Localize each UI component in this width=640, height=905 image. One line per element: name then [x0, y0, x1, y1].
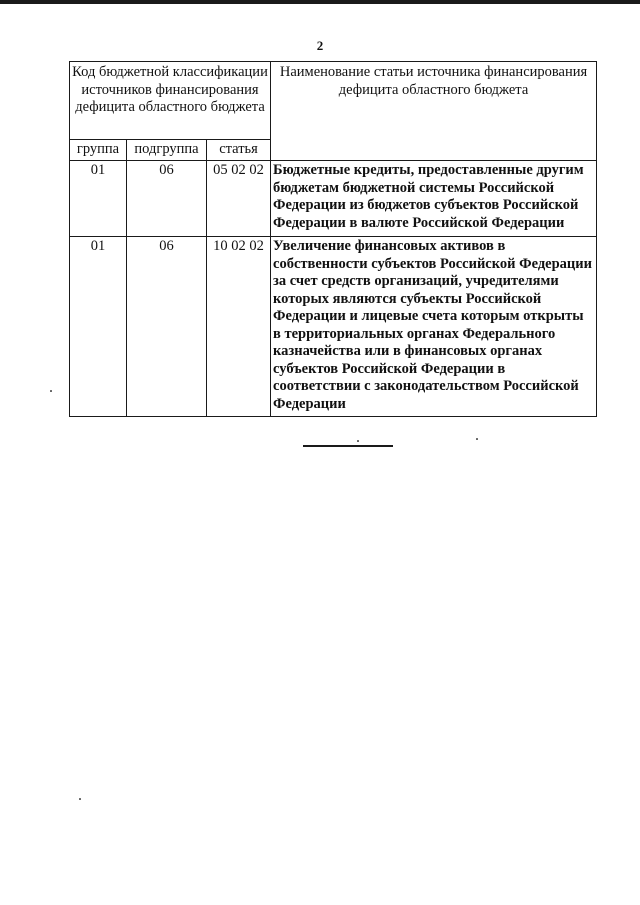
scan-speck	[476, 438, 478, 440]
subheader-group: группа	[70, 140, 127, 161]
row-subgroup-code: 06	[127, 237, 207, 417]
scan-speck	[357, 440, 359, 442]
row-item-name: Бюджетные кредиты, предоставленные другим бюджетам бюджетной системы Российской Федерации из бюджетов субъектов Российской Федерации в валюте Российской Федерации	[271, 161, 597, 237]
subheader-article: статья	[207, 140, 271, 161]
table-row	[70, 237, 597, 417]
closing-horizontal-rule	[303, 445, 393, 447]
budget-classification-table	[69, 61, 597, 417]
subheader-subgroup: подгруппа	[127, 140, 207, 161]
scan-speck	[79, 798, 81, 800]
row-group-code: 01	[70, 161, 127, 237]
scan-speck	[50, 390, 52, 392]
row-article-code: 10 02 02	[207, 237, 271, 417]
row-article-code: 05 02 02	[207, 161, 271, 237]
header-item-name: Наименование статьи источника финансирования дефицита областного бюджета	[271, 62, 597, 161]
page-number: 2	[316, 38, 324, 53]
row-group-code: 01	[70, 237, 127, 417]
row-subgroup-code: 06	[127, 161, 207, 237]
table-header-row	[70, 62, 597, 140]
scan-top-border	[0, 0, 640, 4]
header-code-classification: Код бюджетной классификации источников финансирования дефицита областного бюджета	[70, 62, 271, 140]
row-item-name: Увеличение финансовых активов в собственности субъектов Российской Федерации за счет средств организаций, учредителями которых являются субъекты Российской Федерации и лицевые счета которым открыты в территориальных органах Федерального казначейства или в финансовых органах субъектов Российской Федерации в соответствии с законодательством Российской Федерации	[271, 237, 597, 417]
table-row	[70, 161, 597, 237]
